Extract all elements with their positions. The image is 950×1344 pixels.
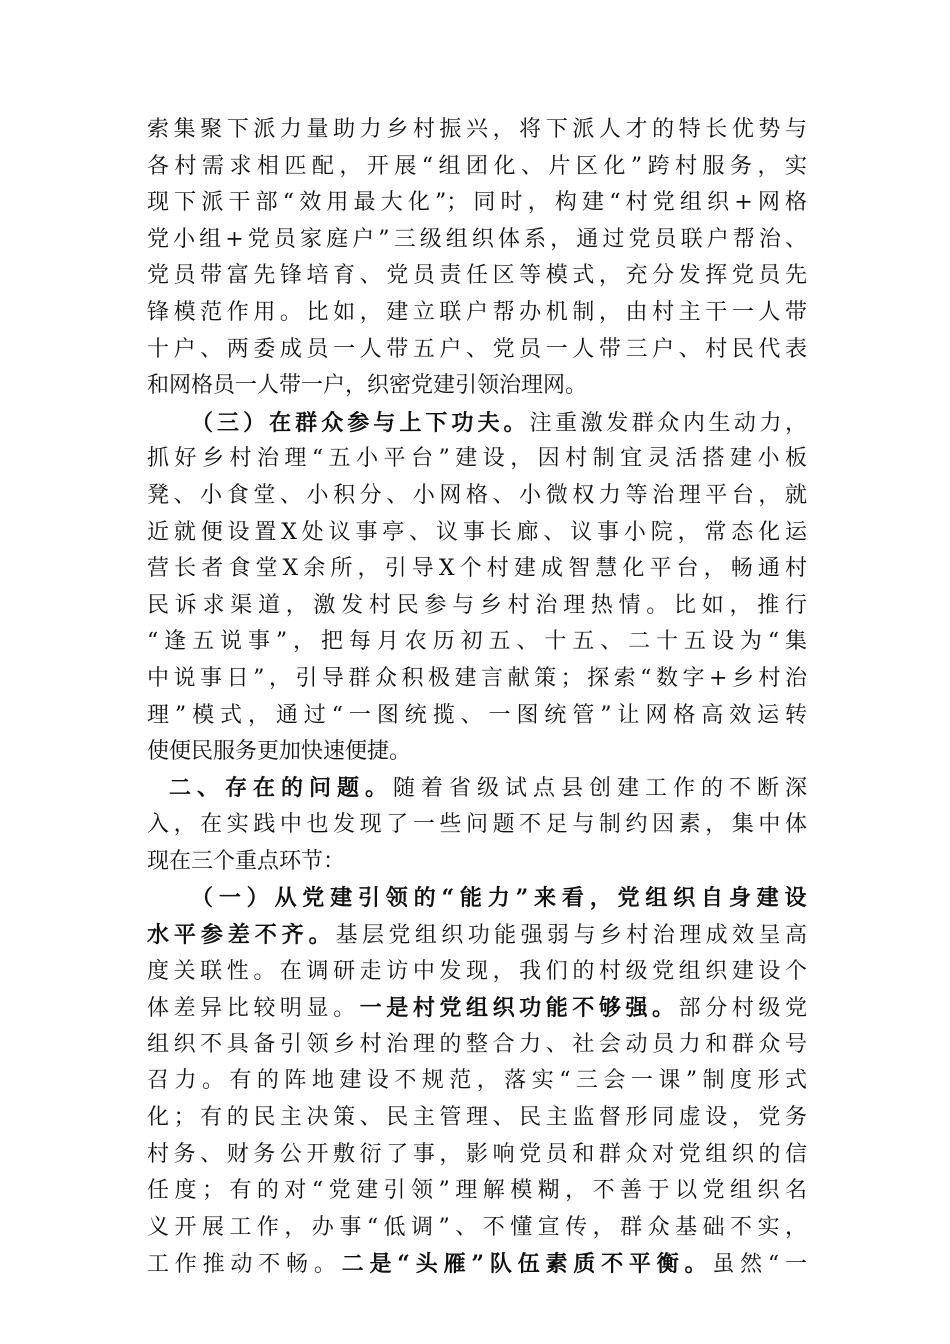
text-line: 党员带富先锋培育、党员责任区等模式，充分发挥党员先 (147, 263, 807, 289)
text-line: 现在三个重点环节： (147, 848, 346, 874)
text-line (147, 1246, 807, 1283)
text-run: 基层党组织功能强弱与乡村治理成效呈高 (335, 923, 807, 949)
section-heading: 二、存在的问题。 (169, 775, 393, 801)
text-line: 索集聚下派力量助力乡村振兴，将下派人才的特长优势与 (147, 117, 807, 142)
text-line: 抓好乡村治理“五小平台”建设，因村制宜灵活搭建小板 (147, 446, 807, 472)
document-body (147, 112, 807, 1283)
text-line: 现下派干部“效用最大化”；同时，构建“村党组织+网格 (147, 190, 807, 216)
text-run: 随着省级试点县创建工作的不断深 (393, 775, 807, 801)
text-line: 村务、财务公开敷衍了事，影响党员和群众对党组织的信 (147, 1141, 807, 1167)
text-run: 工作推动不畅。 (147, 1252, 342, 1278)
text-line: 化；有的民主决策、民主管理、民主监督形同虚设，党务 (147, 1105, 807, 1131)
text-line: 各村需求相匹配，开展“组团化、片区化”跨村服务，实 (147, 153, 807, 179)
text-line (147, 405, 807, 442)
text-line: 理”模式，通过“一图统揽、一图统管”让网格高效运转 (147, 702, 807, 728)
text-line: 度关联性。在调研走访中发现，我们的村级党组织建设个 (147, 958, 807, 984)
point-heading: 一是村党组织功能不够强。 (359, 995, 679, 1022)
text-run: 虽然“一 (712, 1252, 807, 1278)
paragraph-2 (147, 405, 807, 771)
text-line (147, 771, 807, 808)
subsection-heading-continued: 水平参差不齐。 (147, 922, 336, 949)
text-line: 使便民服务更加快速便捷。 (147, 739, 412, 765)
text-line: 义开展工作，办事“低调”、不懂宣传，群众基础不实， (147, 1214, 807, 1240)
text-line: 召力。有的阵地建设不规范，落实“三会一课”制度形式 (147, 1068, 807, 1094)
text-line: 十户、两委成员一人带五户、党员一人带三户、村民代表 (147, 336, 807, 362)
text-line: 凳、小食堂、小积分、小网格、小微权力等治理平台，就 (147, 482, 807, 508)
subsection-heading: （一）从党建引领的“能力”来看，党组织自身建设 (191, 885, 807, 912)
text-line: 入，在实践中也发现了一些问题不足与制约因素，集中体 (147, 812, 807, 838)
text-line: 近就便设置X处议事亭、议事长廊、议事小院，常态化运 (147, 519, 807, 545)
paragraph-4 (147, 880, 807, 1283)
paragraph-3 (147, 771, 807, 881)
text-run: 注重激发群众内生动力， (529, 410, 807, 436)
text-line: 中说事日”，引导群众积极建言献策；探索“数字+乡村治 (147, 665, 807, 691)
text-run: 部分村级党 (678, 996, 807, 1022)
text-line: 营长者食堂X余所，引导X个村建成智慧化平台，畅通村 (147, 556, 807, 582)
text-run: 体差异比较明显。 (147, 996, 360, 1022)
subsection-heading: （三）在群众参与上下功夫。 (191, 409, 530, 436)
text-line: 锋模范作用。比如，建立联户帮办机制，由村主干一人带 (147, 299, 807, 325)
paragraph-1 (147, 112, 807, 405)
text-line: 组织不具备引领乡村治理的整合力、社会动员力和群众号 (147, 1031, 807, 1057)
text-line (147, 917, 807, 954)
text-line: 和网格员一人带一户，织密党建引领治理网。 (147, 373, 588, 399)
text-line (147, 990, 807, 1027)
text-line: 民诉求渠道，激发村民参与乡村治理热情。比如，推行 (147, 592, 807, 618)
text-line (147, 880, 807, 917)
point-heading: 二是“头雁”队伍素质不平衡。 (341, 1251, 713, 1278)
text-line: 党小组+党员家庭户”三级组织体系，通过党员联户帮治、 (147, 226, 807, 252)
text-line: 任度；有的对“党建引领”理解模糊，不善于以党组织名 (147, 1178, 807, 1204)
text-line: “逢五说事”，把每月农历初五、十五、二十五设为“集 (147, 629, 807, 655)
